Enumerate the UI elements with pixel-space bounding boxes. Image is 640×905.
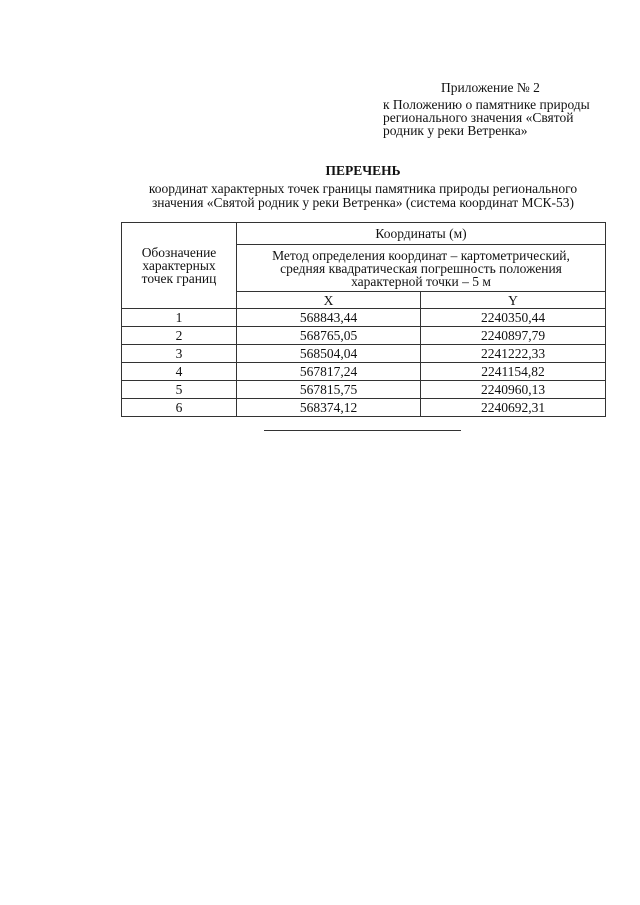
point-cell: 3 [122, 345, 237, 363]
appendix-reference [383, 98, 613, 137]
closing-rule [264, 430, 461, 431]
table-row [122, 309, 606, 327]
y-cell: 2240350,44 [421, 309, 606, 327]
coordinates-table [121, 222, 606, 417]
method-header-line: характерной точки – 5 м [351, 273, 491, 289]
x-cell: 568765,05 [237, 327, 421, 345]
x-cell: 568843,44 [237, 309, 421, 327]
document-subheading [120, 182, 606, 210]
coordinates-header: Координаты (м) [237, 223, 606, 245]
y-cell: 2241154,82 [421, 363, 606, 381]
designation-header [122, 223, 237, 309]
document-heading: ПЕРЕЧЕНЬ [325, 163, 401, 178]
method-header [237, 245, 606, 292]
document-subheading-line: значения «Святой родник у реки Ветренка» (система координат МСК-53) [151, 195, 575, 210]
appendix-reference-line: к Положению о памятнике природы [383, 97, 590, 112]
point-cell: 2 [122, 327, 237, 345]
table-row [122, 381, 606, 399]
point-cell: 6 [122, 399, 237, 417]
designation-header-line: Обозначение [141, 245, 217, 260]
method-header-line: средняя квадратическая погрешность положения [280, 260, 562, 276]
x-column-header: X [237, 292, 421, 309]
x-cell: 568374,12 [237, 399, 421, 417]
table-row [122, 327, 606, 345]
designation-header-line: точек границ [141, 271, 217, 286]
designation-header-line: характерных [142, 258, 216, 273]
document-subheading-line: координат характерных точек границы памятника природы регионального [148, 181, 578, 196]
x-cell: 567817,24 [237, 363, 421, 381]
point-cell: 5 [122, 381, 237, 399]
y-column-header: Y [421, 292, 606, 309]
appendix-reference-line: родник у реки Ветренка» [383, 123, 528, 138]
point-cell: 1 [122, 309, 237, 327]
y-cell: 2240692,31 [421, 399, 606, 417]
table-row [122, 345, 606, 363]
method-header-line: Метод определения координат – картометрический, [272, 247, 570, 263]
appendix-title: Приложение № 2 [441, 80, 540, 95]
appendix-reference-line: регионального значения «Святой [383, 110, 574, 125]
x-cell: 567815,75 [237, 381, 421, 399]
x-cell: 568504,04 [237, 345, 421, 363]
y-cell: 2241222,33 [421, 345, 606, 363]
table-row [122, 363, 606, 381]
table-row [122, 399, 606, 417]
y-cell: 2240897,79 [421, 327, 606, 345]
point-cell: 4 [122, 363, 237, 381]
y-cell: 2240960,13 [421, 381, 606, 399]
